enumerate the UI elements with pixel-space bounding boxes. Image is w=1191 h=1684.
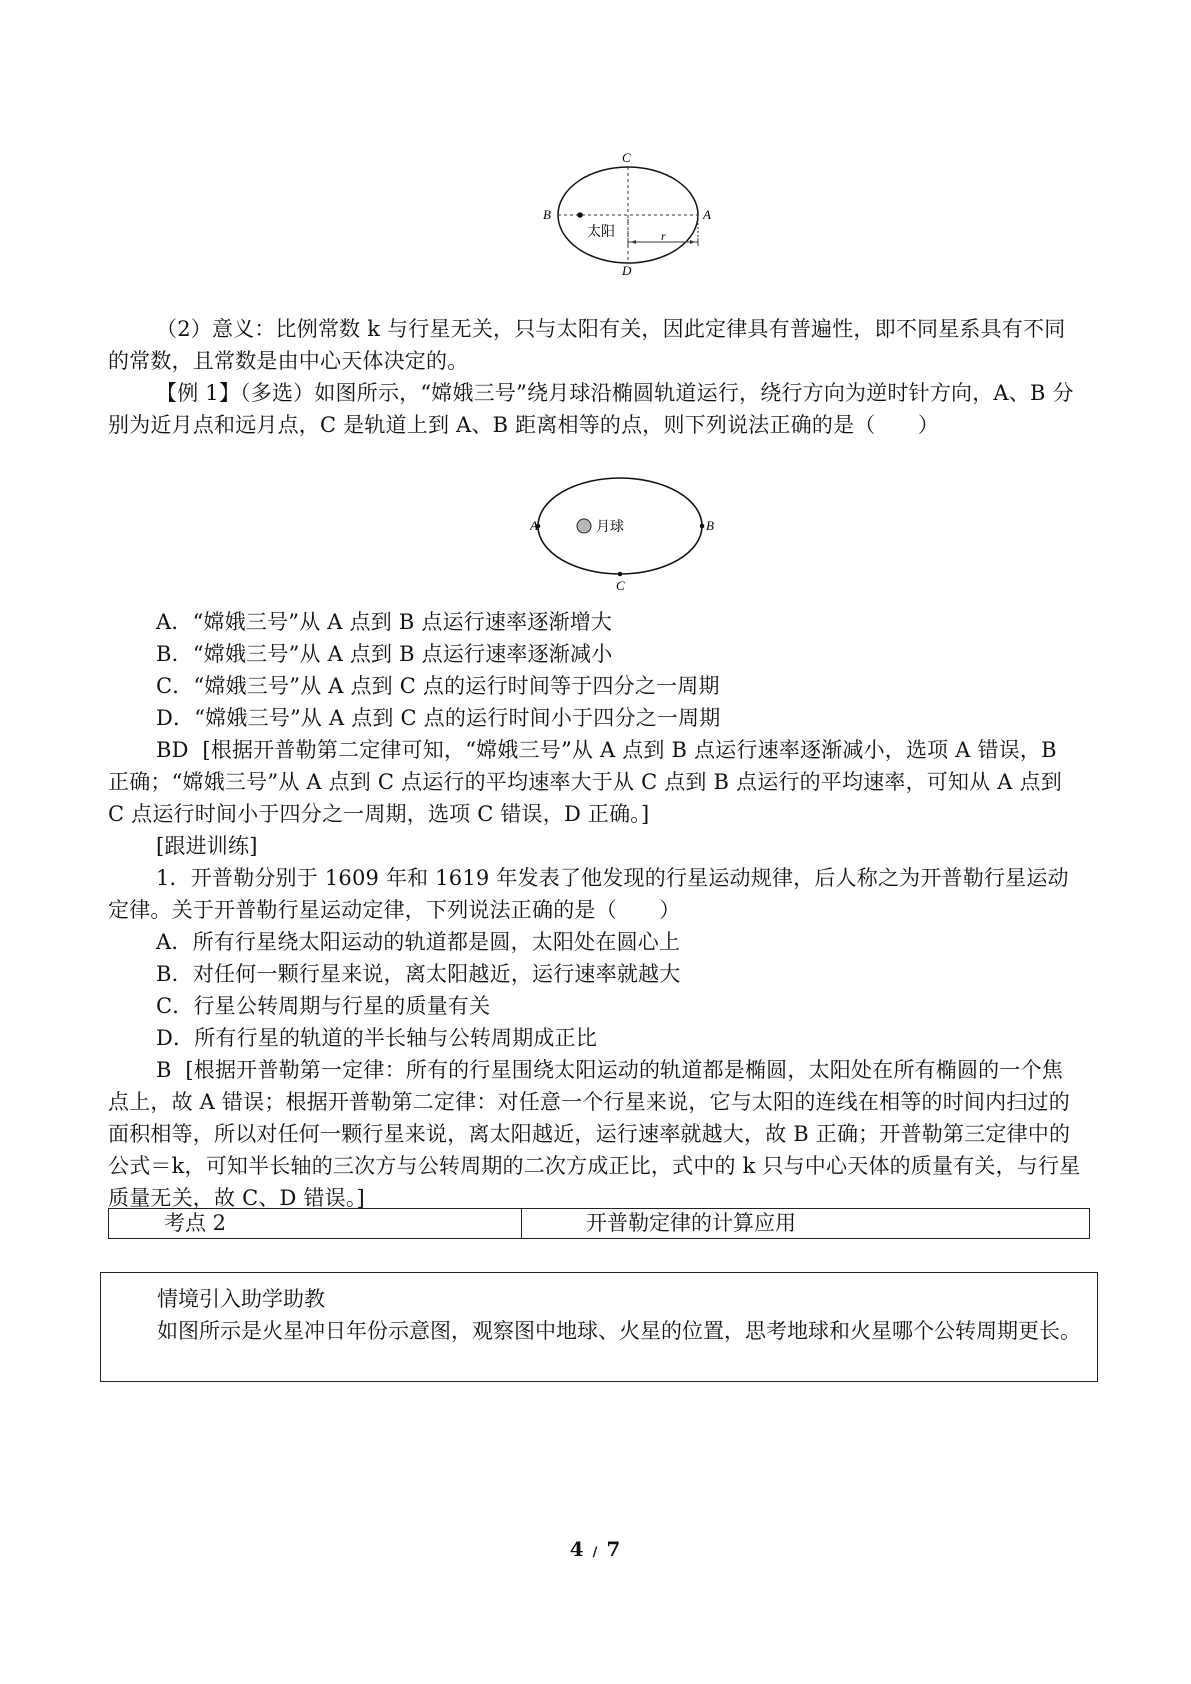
question-1-choice-c: C．行星公转周期与行星的质量有关	[156, 994, 491, 1018]
figure1-label-d: D	[622, 263, 632, 278]
figure2-label-c: C	[616, 578, 625, 593]
question-1-choice-a: A．所有行星绕太阳运动的轨道都是圆，太阳处在圆心上	[156, 930, 681, 954]
answer-explanation-2: B [根据开普勒第一定律：所有的行星围绕太阳运动的轨道都是椭圆，太阳处在所有椭圆的一个焦点上，故 A 错误；根据开普勒第二定律：对任意一个行星来说，它与太阳的连线在相等的时间内扫过的面积相等，所以对任何一颗行星来说，离太阳越近，运行速率就越大，故 B 正确；开普勒第三定律中的公式＝k，可知半长轴的三次方与公转周期的二次方成正比，式中的 k 只与中心天体的质量有关，与行星质量无关，故 C、D 错误。]	[108, 1058, 1081, 1210]
paragraph-meaning: （2）意义：比例常数 k 与行星无关，只与太阳有关，因此定律具有普遍性，即不同星系具有不同的常数，且常数是由中心天体决定的。	[108, 317, 1066, 373]
topic-table-row	[108, 1208, 1090, 1239]
main-content-lower	[108, 606, 1083, 1214]
question-1-choice-d: D．所有行星的轨道的半长轴与公转周期成正比	[156, 1026, 598, 1050]
total-pages: 7	[606, 1537, 622, 1561]
radius-label: r	[661, 229, 666, 243]
follow-up-title: [跟进训练]	[156, 834, 258, 858]
figure1-label-c: C	[622, 152, 631, 165]
moon-label: 月球	[596, 519, 624, 535]
figure1-label-b: B	[543, 207, 551, 222]
example-text: （多选）如图所示，“嫦娥三号”绕月球沿椭圆轨道运行，绕行方向为逆时针方向，A、B 分别为近月点和远月点，C 是轨道上到 A、B 距离相等的点，则下列说法正确的是（ ）	[108, 381, 1074, 437]
answer-explanation-1: BD [根据开普勒第二定律可知，“嫦娥三号”从 A 点到 B 点运行速率逐渐减小，选项 A 错误，B 正确；“嫦娥三号”从 A 点到 C 点运行的平均速率大于从 C 点到 B 点运行的平均速率，可知从 A 点到 C 点运行时间小于四分之一周期，选项 C 错误，D 正确。]	[108, 738, 1069, 826]
ellipse-orbit-diagram	[538, 152, 718, 278]
main-content-upper	[108, 313, 1083, 441]
figure1-label-a: A	[703, 207, 711, 222]
page-separator: /	[592, 1545, 599, 1560]
question-1: 1．开普勒分别于 1609 年和 1619 年发表了他发现的行星运动规律，后人称之为开普勒行星运动定律。关于开普勒行星运动定律，下列说法正确的是（ ）	[108, 866, 1069, 922]
topic-number-cell: 考点 2	[109, 1209, 522, 1238]
example-title: 【例 1】	[156, 381, 241, 405]
moon-orbit-diagram	[530, 470, 714, 596]
choice-d: D．“嫦娥三号”从 A 点到 C 点的运行时间小于四分之一周期	[156, 706, 721, 730]
choice-c: C．“嫦娥三号”从 A 点到 C 点的运行时间等于四分之一周期	[156, 674, 720, 698]
page-number	[0, 1537, 1191, 1561]
figure2-label-a: A	[530, 518, 538, 533]
context-box-text: 如图所示是火星冲日年份示意图，观察图中地球、火星的位置，思考地球和火星哪个公转周期更长。	[157, 1319, 1081, 1343]
context-box-title: 情境引入助学助教	[157, 1287, 325, 1311]
topic-title-cell: 开普勒定律的计算应用	[586, 1211, 796, 1235]
example-paragraph	[108, 377, 1083, 441]
current-page: 4	[569, 1537, 585, 1561]
context-box	[100, 1272, 1098, 1382]
figure2-label-b: B	[706, 518, 714, 533]
choice-b: B．“嫦娥三号”从 A 点到 B 点运行速率逐渐减小	[156, 642, 613, 666]
choice-a: A．“嫦娥三号”从 A 点到 B 点运行速率逐渐增大	[156, 610, 613, 634]
question-1-choice-b: B．对任何一颗行星来说，离太阳越近，运行速率就越大	[156, 962, 681, 986]
sun-label: 太阳	[587, 224, 615, 240]
